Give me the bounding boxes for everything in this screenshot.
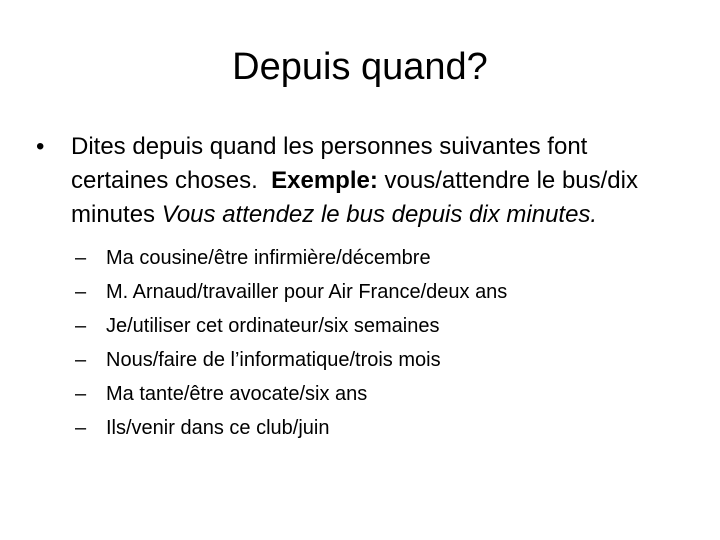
example-label: Exemple: — [271, 167, 378, 194]
example-prompt: vous/attendre le bus/dix minutes — [71, 167, 638, 228]
exercise-list — [36, 241, 676, 445]
instruction-text: Dites depuis quand les personnes suivantes font certaines choses. — [71, 133, 588, 194]
dash-icon: – — [75, 417, 87, 439]
dash-icon: – — [75, 281, 87, 303]
list-item-text: Je/utiliser cet ordinateur/six semaines — [106, 315, 440, 337]
list-item — [36, 411, 676, 445]
dash-icon: – — [75, 383, 87, 405]
dash-icon: – — [75, 247, 87, 269]
intro-bullet-item — [36, 130, 676, 232]
list-item-text: Ils/venir dans ce club/juin — [106, 417, 330, 439]
slide-body — [36, 130, 676, 445]
dash-icon: – — [75, 315, 87, 337]
list-item-text: Nous/faire de l’informatique/trois mois — [106, 349, 441, 371]
dash-icon: – — [75, 349, 87, 371]
slide-title: Depuis quand? — [232, 46, 488, 88]
bullet-icon: • — [36, 133, 45, 160]
list-item — [36, 241, 676, 275]
list-item-text: M. Arnaud/travailler pour Air France/deux ans — [106, 281, 508, 303]
list-item — [36, 309, 676, 343]
list-item — [36, 275, 676, 309]
list-item-text: Ma cousine/être infirmière/décembre — [106, 247, 431, 269]
example-answer: Vous attendez le bus depuis dix minutes. — [161, 201, 598, 228]
list-item — [36, 377, 676, 411]
list-item — [36, 343, 676, 377]
list-item-text: Ma tante/être avocate/six ans — [106, 383, 368, 405]
